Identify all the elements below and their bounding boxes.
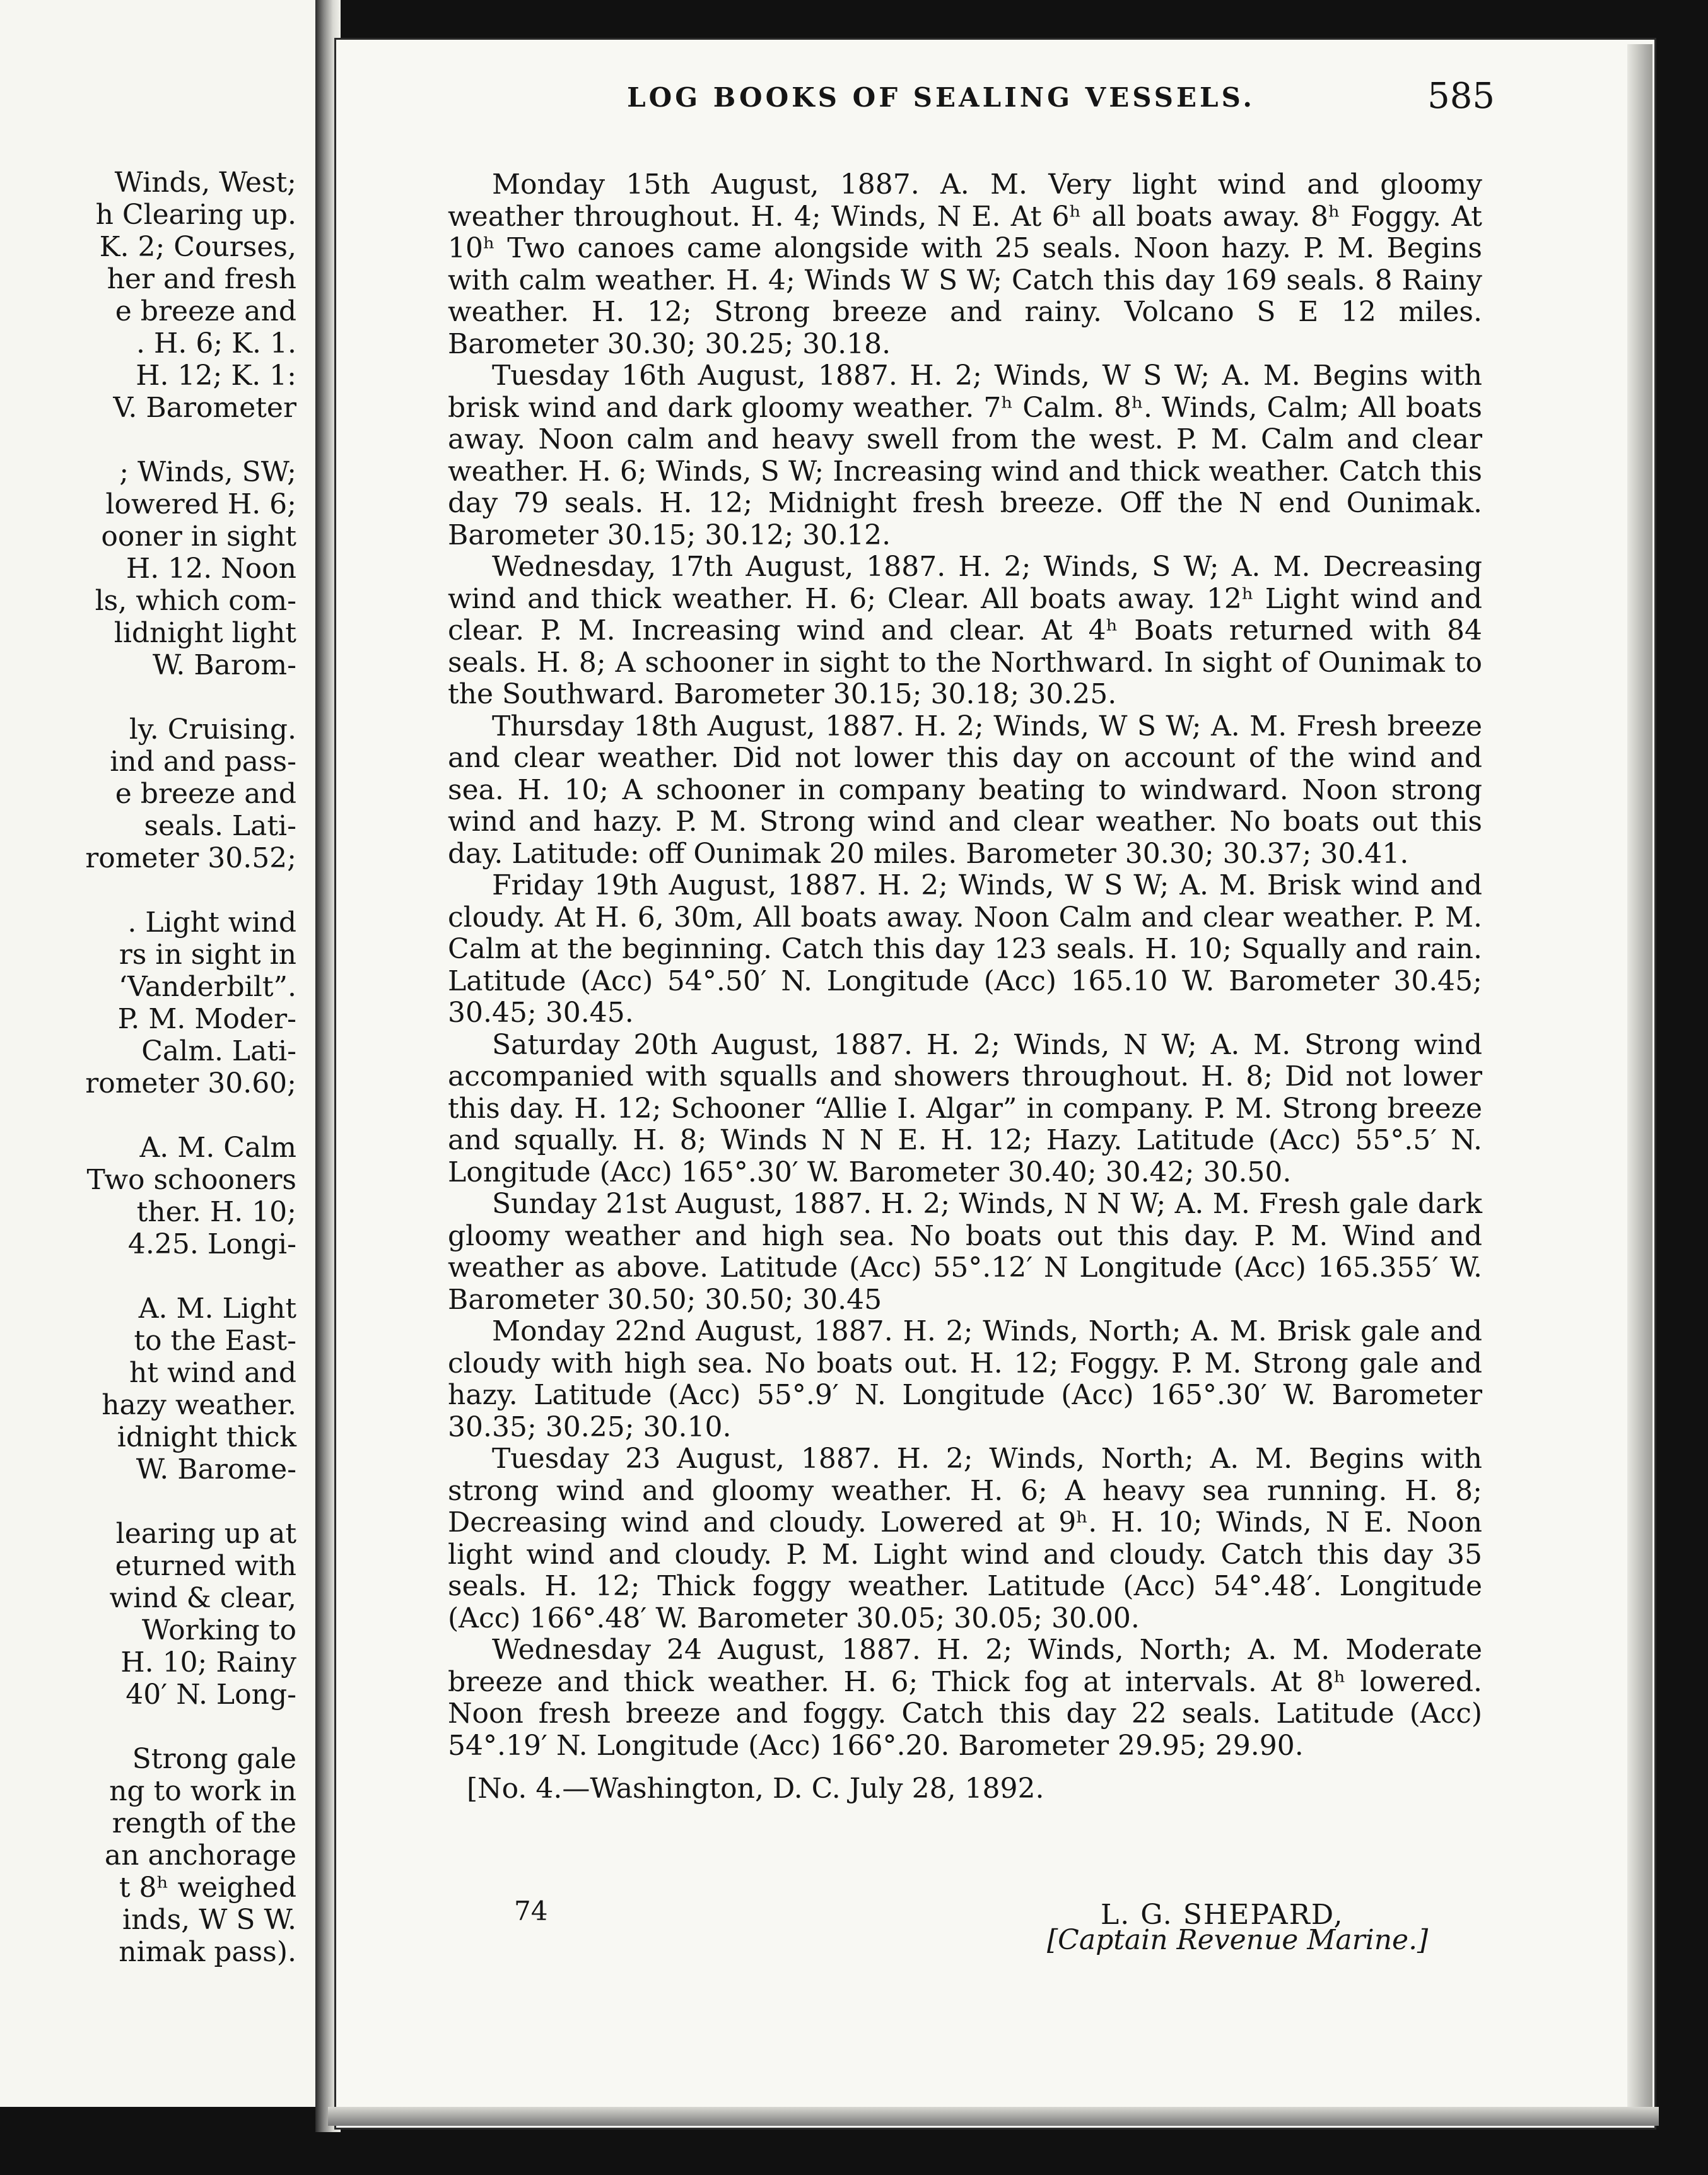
left-page-line: Two schooners <box>86 1164 296 1196</box>
left-page-line: W. Barome- <box>136 1453 296 1486</box>
log-entries <box>448 169 1482 1805</box>
left-page-line: K. 2; Courses, <box>99 231 296 263</box>
left-page-line: 4.25. Longi- <box>127 1228 296 1260</box>
left-page-line: h Clearing up. <box>95 199 296 231</box>
folio-number: 74 <box>514 1896 548 1926</box>
left-page-line: e breeze and <box>115 778 296 810</box>
left-page-line: lidnight light <box>114 617 296 649</box>
left-page-line: Strong gale <box>132 1743 296 1775</box>
left-page-line: rometer 30.52; <box>85 842 296 874</box>
left-page-line: P. M. Moder- <box>117 1003 296 1035</box>
left-page-line: ht wind and <box>129 1357 296 1389</box>
left-page-line: ly. Cruising. <box>129 713 296 746</box>
left-page-line: V. Barometer <box>113 392 296 424</box>
log-entry: Wednesday 24 August, 1887. H. 2; Winds, North; A. M. Moderate breeze and thick weather. H. 6; Thick fog at intervals. At 8ʰ lowered. Noon fresh breeze and foggy. Catch this day 22 seals. Latitude (Acc) 54°.19′ N. Longitude (Acc) 166°.20. Barometer 29.95; 29.90. <box>448 1634 1482 1762</box>
left-page-line: inds, W S W. <box>122 1904 296 1936</box>
left-page-line: nimak pass). <box>119 1936 296 1968</box>
running-head: LOG BOOKS OF SEALING VESSELS. <box>627 82 1255 113</box>
left-page-line: e breeze and <box>115 295 296 327</box>
left-page-line: hazy weather. <box>102 1389 296 1421</box>
left-page-line: rs in sight in <box>119 939 296 971</box>
left-page-line: H. 10; Rainy <box>120 1646 296 1679</box>
left-page-line: idnight thick <box>117 1421 296 1453</box>
log-entry: Sunday 21st August, 1887. H. 2; Winds, N N W; A. M. Fresh gale dark gloomy weather and high sea. No boats out this day. P. M. Wind and weather as above. Latitude (Acc) 55°.12′ N Longitude (Acc) 165.355′ W. Barometer 30.50; 30.50; 30.45 <box>448 1188 1482 1316</box>
left-page-line: ther. H. 10; <box>136 1196 296 1228</box>
log-entry: Thursday 18th August, 1887. H. 2; Winds, W S W; A. M. Fresh breeze and clear weather. Did not lower this day on account of the wind and sea. H. 10; A schooner in company beating to windward. Noon strong wind and hazy. P. M. Strong wind and clear weather. No boats out this day. Latitude: off Ounimak 20 miles. Barometer 30.30; 30.37; 30.41. <box>448 710 1482 870</box>
left-page-line: A. M. Calm <box>139 1132 296 1164</box>
log-entry: Friday 19th August, 1887. H. 2; Winds, W S W; A. M. Brisk wind and cloudy. At H. 6, 30m, All boats away. Noon Calm and clear weather. P. M. Calm at the beginning. Catch this day 123 seals. H. 10; Squally and rain. Latitude (Acc) 54°.50′ N. Longitude (Acc) 165.10 W. Barometer 30.45; 30.45; 30.45. <box>448 869 1482 1029</box>
left-page-line: H. 12; K. 1: <box>136 360 296 392</box>
left-page-line: . H. 6; K. 1. <box>136 327 296 360</box>
signature-name: L. G. SHEPARD, <box>1101 1899 1344 1931</box>
left-page-fragment <box>0 0 318 2107</box>
left-page-line: 40′ N. Long- <box>126 1679 296 1711</box>
left-page-line: ooner in sight <box>101 520 296 553</box>
left-page-line: ng to work in <box>109 1775 296 1807</box>
left-page-line: Winds, West; <box>114 167 296 199</box>
left-page-line: ind and pass- <box>110 746 296 778</box>
left-page-line: wind & clear, <box>109 1582 296 1614</box>
signature-title: [Captain Revenue Marine.] <box>1047 1924 1429 1956</box>
left-page-line: ; Winds, SW; <box>119 456 296 488</box>
left-page-line: rength of the <box>112 1807 296 1839</box>
page-bottom-edge <box>328 2107 1659 2126</box>
left-page-line: t 8ʰ weighed <box>119 1872 296 1904</box>
left-page-line: Calm. Lati- <box>141 1035 296 1067</box>
left-page-line: ls, which com- <box>95 585 296 617</box>
log-entry: Tuesday 23 August, 1887. H. 2; Winds, North; A. M. Begins with strong wind and gloomy weather. H. 6; A heavy sea running. H. 8; Decreasing wind and cloudy. Lowered at 9ʰ. H. 10; Winds, N E. Noon light wind and cloudy. P. M. Light wind and cloudy. Catch this day 35 seals. H. 12; Thick foggy weather. Latitude (Acc) 54°.48′. Longitude (Acc) 166°.48′ W. Barometer 30.05; 30.05; 30.00. <box>448 1443 1482 1634</box>
left-page-line: H. 12. Noon <box>126 553 296 585</box>
document-note: [No. 4.—Washington, D. C. July 28, 1892. <box>467 1773 1044 1805</box>
log-entry: Monday 15th August, 1887. A. M. Very light wind and gloomy weather throughout. H. 4; Winds, N E. At 6ʰ all boats away. 8ʰ Foggy. At 10ʰ Two canoes came alongside with 25 seals. Noon hazy. P. M. Begins with calm weather. H. 4; Winds W S W; Catch this day 169 seals. 8 Rainy weather. H. 12; Strong breeze and rainy. Volcano S E 12 miles. Barometer 30.30; 30.25; 30.18. <box>448 168 1482 360</box>
left-page-line: lowered H. 6; <box>105 488 296 520</box>
left-page-line: learing up at <box>115 1518 296 1550</box>
log-entry: Tuesday 16th August, 1887. H. 2; Winds, W S W; A. M. Begins with brisk wind and dark gloomy weather. 7ʰ Calm. 8ʰ. Winds, Calm; All boats away. Noon calm and heavy swell from the west. P. M. Calm and clear weather. H. 6; Winds, S W; Increasing wind and thick weather. Catch this day 79 seals. H. 12; Midnight fresh breeze. Off the N end Ounimak. Barometer 30.15; 30.12; 30.12. <box>448 360 1482 551</box>
left-page-line: eturned with <box>115 1550 296 1582</box>
page-edge <box>1627 44 1652 2113</box>
left-page-line: to the East- <box>134 1325 296 1357</box>
left-page-line: ‘Vanderbilt”. <box>118 971 296 1003</box>
left-page-line: A. M. Light <box>138 1293 296 1325</box>
left-page-line: rometer 30.60; <box>85 1067 296 1099</box>
log-entry: Saturday 20th August, 1887. H. 2; Winds, N W; A. M. Strong wind accompanied with squalls and showers throughout. H. 8; Did not lower this day. H. 12; Schooner “Allie I. Algar” in company. P. M. Strong breeze and squally. H. 8; Winds N N E. H. 12; Hazy. Latitude (Acc) 55°.5′ N. Longitude (Acc) 165°.30′ W. Barometer 30.40; 30.42; 30.50. <box>448 1028 1482 1188</box>
page-number: 585 <box>1427 76 1495 117</box>
left-page-line: seals. Lati- <box>144 810 296 842</box>
left-page-line: her and fresh <box>107 263 296 295</box>
left-page-line: an anchorage <box>104 1839 296 1872</box>
log-entry: Monday 22nd August, 1887. H. 2; Winds, North; A. M. Brisk gale and cloudy with high sea. No boats out. H. 12; Foggy. P. M. Strong gale and hazy. Latitude (Acc) 55°.9′ N. Longitude (Acc) 165°.30′ W. Barometer 30.35; 30.25; 30.10. <box>448 1315 1482 1443</box>
left-page-line: W. Barom- <box>152 649 296 681</box>
left-page-line: . Light wind <box>127 906 296 939</box>
log-entry: Wednesday, 17th August, 1887. H. 2; Winds, S W; A. M. Decreasing wind and thick weather. H. 6; Clear. All boats away. 12ʰ Light wind and clear. P. M. Increasing wind and clear. At 4ʰ Boats returned with 84 seals. H. 8; A schooner in sight to the Northward. In sight of Ounimak to the Southward. Barometer 30.15; 30.18; 30.25. <box>448 551 1482 710</box>
left-page-line: Working to <box>141 1614 296 1646</box>
